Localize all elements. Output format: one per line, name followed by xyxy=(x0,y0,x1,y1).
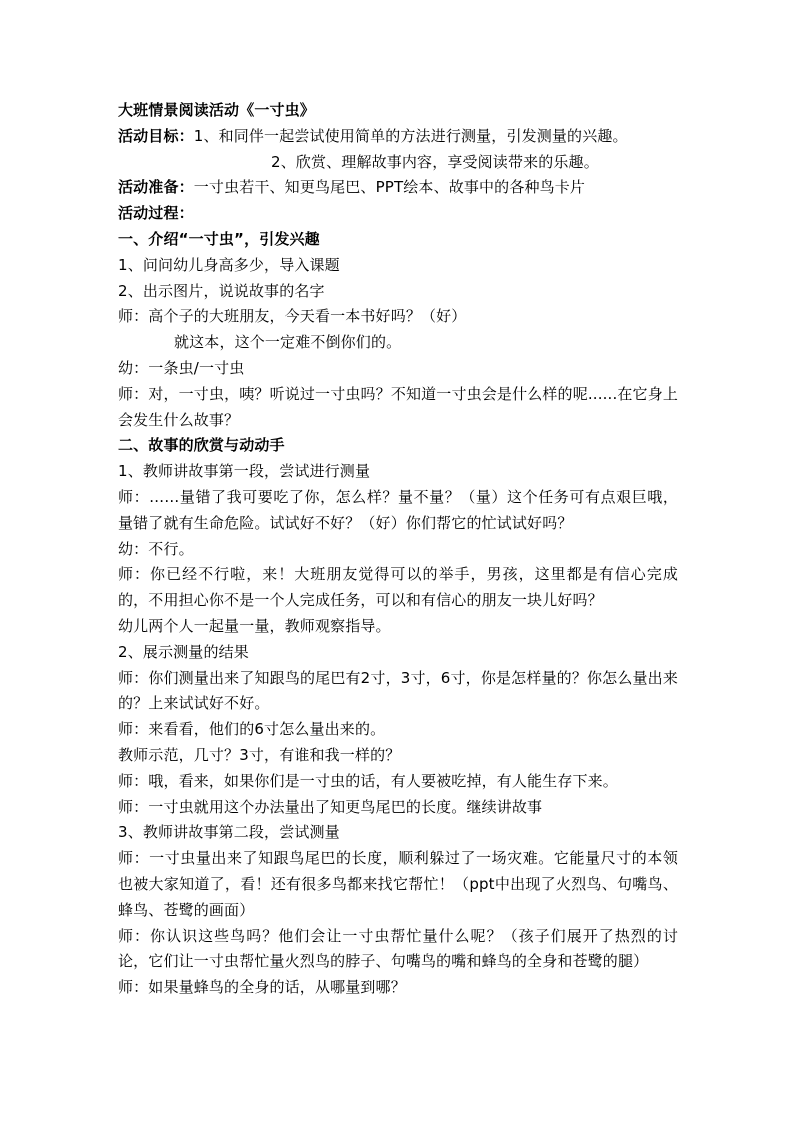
section1-indented-line: 就这本，这个一定难不倒你们的。 xyxy=(174,333,402,352)
section2-heading: 二、故事的欣赏与动动手 xyxy=(118,436,285,455)
section1-line-3: 师：高个子的大班朋友，今天看一本书好吗？（好） xyxy=(118,307,467,326)
section2-line-4: 教师示范，几寸？3寸，有谁和我一样的？ xyxy=(118,745,401,764)
preparation-text: 一寸虫若干、知更鸟尾巴、PPT绘本、故事中的各种鸟卡片 xyxy=(193,178,586,197)
process-label: 活动过程： xyxy=(118,204,194,223)
section2-line-6: 师：一寸虫就用这个办法量出了知更鸟尾巴的长度。继续讲故事 xyxy=(118,797,543,816)
section2-paragraph-3: 师：你们测量出来了知跟鸟的尾巴有2寸，3寸，6寸，你是怎样量的？你怎么量出来的？上来试试好不好。 xyxy=(118,668,678,713)
section1-heading: 一、介绍“一寸虫”，引发兴趣 xyxy=(118,229,320,248)
preparation-line xyxy=(118,175,678,201)
section2-paragraph-5: 师：你认识这些鸟吗？他们会让一寸虫帮忙量什么呢？（孩子们展开了热烈的讨论，它们让一寸虫帮忙量火烈鸟的脖子、句嘴鸟的嘴和蜂鸟的全身和苍鹭的腿） xyxy=(118,926,678,971)
section2-line-7: 师：如果量蜂鸟的全身的话，从哪量到哪？ xyxy=(118,978,406,997)
section1-line-2: 2、出示图片，说说故事的名字 xyxy=(118,281,325,300)
section2-line-3: 师：来看看，他们的6寸怎么量出来的。 xyxy=(118,720,386,739)
section2-line-2: 幼儿两个人一起量一量，教师观察指导。 xyxy=(118,616,391,635)
section2-subheading-3: 3、教师讲故事第二段，尝试测量 xyxy=(118,823,340,842)
section2-line-5: 师：哦，看来，如果你们是一寸虫的话，有人要被吃掉，有人能生存下来。 xyxy=(118,771,618,790)
section2-paragraph-4: 师：一寸虫量出来了知跟鸟尾巴的长度，顺利躲过了一场灾难。它能量尺寸的本领也被大家知道了，看！还有很多鸟都来找它帮忙！（ppt中出现了火烈鸟、句嘴鸟、蜂鸟、苍鹭的画面） xyxy=(118,849,678,919)
section1-paragraph: 师：对，一寸虫，咦？听说过一寸虫吗？不知道一寸虫会是什么样的呢......在它身上会发生什么故事？ xyxy=(118,384,678,429)
section1-line-4: 幼：一条虫/一寸虫 xyxy=(118,358,245,377)
section2-paragraph-1: 师：……量错了我可要吃了你，怎么样？量不量？（量）这个任务可有点艰巨哦，量错了就有生命危险。试试好不好？（好）你们帮它的忙试试好吗？ xyxy=(118,487,678,532)
section2-subheading-1: 1、教师讲故事第一段，尝试进行测量 xyxy=(118,462,371,481)
goals-line-1 xyxy=(118,124,678,150)
section2-paragraph-2: 师：你已经不行啦，来！大班朋友觉得可以的举手，男孩，这里都是有信心完成的，不用担心你不是一个人完成任务，可以和有信心的朋友一块儿好吗？ xyxy=(118,565,678,610)
document-title: 大班情景阅读活动《一寸虫》 xyxy=(118,101,315,119)
goals-label: 活动目标： xyxy=(118,126,194,145)
section2-subheading-2: 2、展示测量的结果 xyxy=(118,642,249,661)
goal-item-1: 1、和同伴一起尝试使用简单的方法进行测量，引发测量的兴趣。 xyxy=(193,126,628,145)
preparation-label: 活动准备： xyxy=(118,178,194,197)
section2-line-1: 幼：不行。 xyxy=(118,539,194,558)
document-page xyxy=(118,98,678,1001)
section1-line-1: 1、问问幼儿身高多少，导入课题 xyxy=(118,255,340,274)
goal-item-2: 2、欣赏、理解故事内容，享受阅读带来的乐趣。 xyxy=(271,152,599,171)
